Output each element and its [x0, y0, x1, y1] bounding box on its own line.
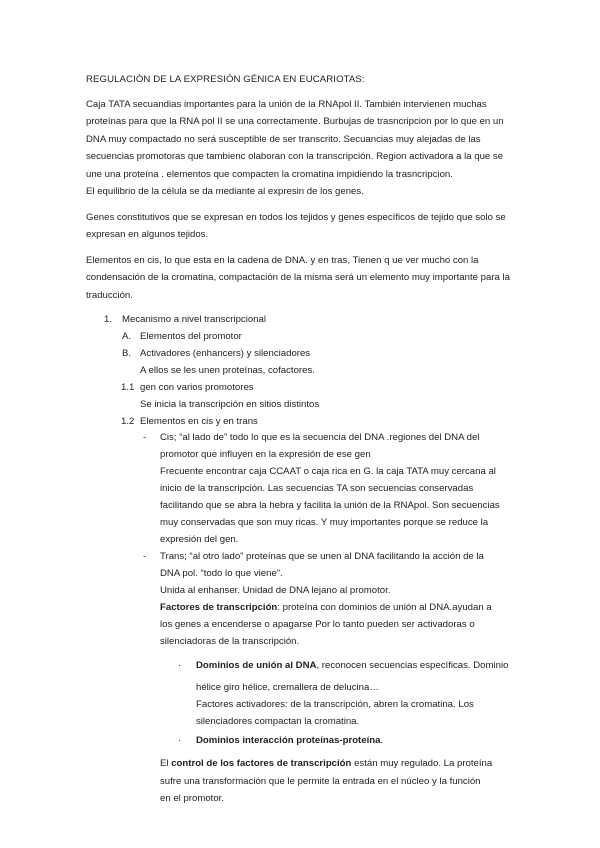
- cis-line: Cis; “al lado de” todo lo que es la secuencia del DNA .regiones del DNA del: [160, 432, 480, 443]
- list-marker: 1.: [104, 314, 113, 325]
- dash-marker: -: [143, 551, 147, 562]
- dominio-term: Dominios de unión al DNA: [196, 660, 317, 671]
- page-title: REGULACIÓN DE LA EXPRESIÓN GÉNICA EN EUCARIOTAS:: [86, 74, 365, 85]
- cis-line: Frecuente encontrar caja CCAAT o caja rica en G. la caja TATA muy cercana al: [160, 466, 496, 477]
- control-line: sufre una transformación que le permite la entrada en el núcleo y la función: [160, 776, 481, 787]
- list-marker: 1.1: [121, 382, 135, 393]
- list-marker: 1.2: [121, 416, 135, 427]
- factores-text: : proteína con dominios de unión al DNA.ayudan a: [277, 602, 492, 613]
- control-text: están muy regulado. La proteína: [351, 758, 493, 769]
- dominio-line: hélice giro hélice, cremallera de delucina…: [196, 682, 379, 693]
- list-item-note: A ellos se les unen proteínas, cofactores.: [140, 365, 315, 376]
- paragraph-genes: Genes constitutivos que se expresan en todos los tejidos y genes específicos de tejido que solo se expresan en algunos tejidos.: [86, 212, 506, 241]
- paragraph-equilibrio: El equilibrio de la célula se da mediante al expresin de los genes.: [86, 186, 364, 197]
- dominio-line: Factores activadores: de la transcripción, abren la cromatina. Los: [196, 699, 474, 710]
- interaccion-line: [196, 735, 383, 747]
- factores-line: silenciadoras de la transcripción.: [160, 636, 300, 647]
- bullet-icon: ·: [178, 660, 182, 671]
- control-prefix: El: [160, 758, 172, 769]
- trans-line: Unida al enhanser. Unidad de DNA lejano al promotor.: [160, 585, 391, 596]
- dominio-line: [196, 660, 508, 672]
- factores-term: Factores de transcripción: [160, 602, 278, 613]
- cis-line: inicio de la transcripción. Las secuencias TA son secuencias conservadas: [160, 483, 474, 494]
- bullet-icon: ·: [178, 735, 182, 746]
- list-item: Mecanismo a nivel transcripcional: [122, 314, 266, 325]
- list-item-note: Se inicia la transcripción en sitios distintos: [140, 399, 320, 410]
- dash-marker: -: [143, 432, 147, 443]
- factores-line: [160, 602, 492, 614]
- control-line: [160, 758, 492, 770]
- interaccion-text: .: [380, 735, 384, 746]
- cis-line: expresión del gen.: [160, 534, 239, 545]
- cis-line: facilitando que se abra la hebra y facilita la unión de la RNApol. Son secuencias: [160, 500, 500, 511]
- control-line: en el promotor.: [160, 793, 224, 804]
- interaccion-term: Dominios interacción proteínas-proteína: [196, 735, 381, 746]
- list-item: Elementos en cis y en trans: [140, 416, 258, 427]
- paragraph-caja-tata: Caja TATA secuandias importantes para la unión de la RNApol II. También intervienen muchas proteínas para que la RNA pol II se una correctamente. Burbujas de trasncripcion por lo que en un DNA muy compactado no será susceptible de ser transcrito. Secuancias muy alejadas de las secuencias promotoras que tambienc olaboran con la transcripción. Region activadora a la que se une una proteína . elementos que compacten la cromatina impidiendo la trasncripcion.: [86, 99, 504, 180]
- trans-line: DNA pol. “todo lo que viene”.: [160, 568, 283, 579]
- list-marker: A.: [122, 331, 132, 342]
- control-term: control de los factores de transcripción: [171, 758, 352, 769]
- list-item: Activadores (enhancers) y silenciadores: [140, 348, 311, 359]
- list-marker: B.: [122, 348, 132, 359]
- dominio-text: , reconocen secuencias específicas. Dominio: [316, 660, 509, 671]
- cis-line: promotor que influyen en la expresión de ese gen: [160, 449, 371, 460]
- dominio-line: silenciadores compactan la cromatina.: [196, 716, 360, 727]
- factores-line: los genes a encenderse o apagarse Por lo tanto pueden ser activadoras o: [160, 619, 475, 630]
- paragraph-elementos-cis: Elementos en cis, lo que esta en la cadena de DNA. y en tras, Tienen q ue ver mucho con la condensación de la cromatina, compactación de la misma será un elemento muy importante para la traducción.: [86, 255, 510, 301]
- list-item: Elementos del promotor: [140, 331, 242, 342]
- cis-line: muy conservadas que son muy ricas. Y muy importantes porque se reduce la: [160, 517, 489, 528]
- trans-line: Trans; “al otro lado” proteínas que se unen al DNA facilitando la acción de la: [160, 551, 484, 562]
- list-item: gen con varios promotores: [140, 382, 254, 393]
